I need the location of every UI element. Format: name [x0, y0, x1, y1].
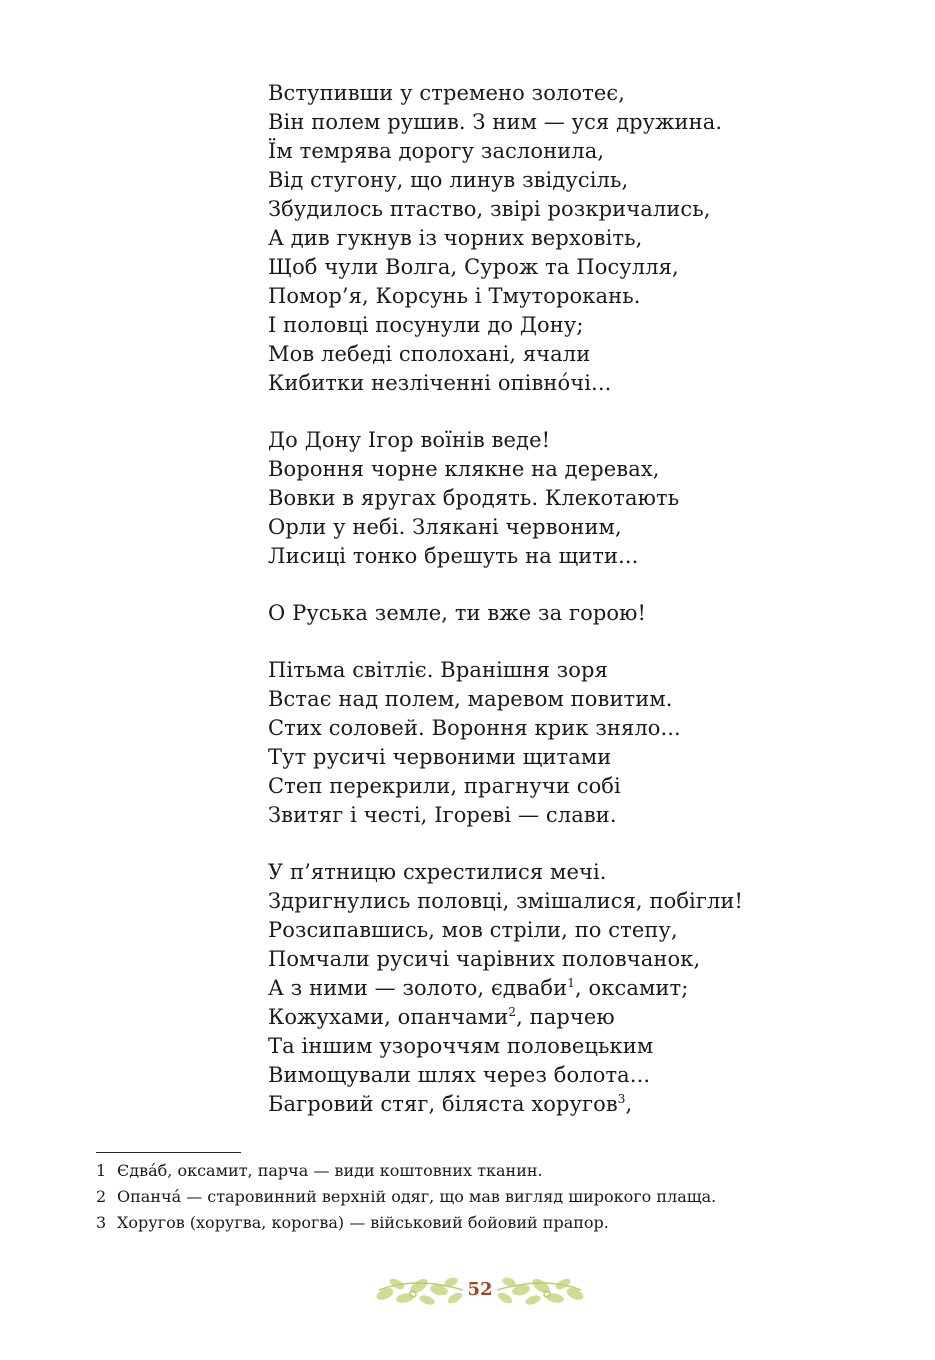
poem-line: Лисиці тонко брешуть на щити... [268, 544, 639, 568]
footnote-3 [96, 1210, 896, 1236]
footnote-2 [96, 1184, 896, 1210]
poem-line: Щоб чули Волга, Сурож та Посулля, [268, 255, 679, 279]
poem-line: Тут русичі червоними щитами [268, 745, 612, 769]
poem-line-footnoted [268, 1090, 888, 1119]
poem-line: Орли у небі. Злякані червоним, [268, 515, 622, 539]
footnote-divider [96, 1152, 241, 1153]
footnote-text: Хоругов (хоругва, корогва) — військовий бойовий прапор. [117, 1213, 609, 1232]
poem-line: Помор’я, Корсунь і Тмуторокань. [268, 284, 641, 308]
poem-line: Вовки в яругах бродять. Клекотають [268, 486, 680, 510]
page-number: 52 [467, 1279, 493, 1300]
footnote-number: 3 [96, 1213, 107, 1232]
poem-line-footnoted [268, 1003, 888, 1032]
footnote-number: 1 [96, 1161, 107, 1180]
poem-line: Вимощували шлях через болота... [268, 1063, 651, 1087]
footnote-text: Опанча́ — старовинний верхній одяг, що мав вигляд широкого плаща. [117, 1187, 717, 1206]
poem-line: Пітьма світліє. Вранішня зоря [268, 658, 608, 682]
poem-line: Встає над полем, маревом повитим. [268, 687, 673, 711]
stanza-5 [268, 858, 888, 1119]
poem-line: Від стугону, що линув звідусіль, [268, 168, 629, 192]
poem-line: Вороння чорне клякне на деревах, [268, 457, 660, 481]
stanza-1 [268, 79, 888, 398]
footnote-text: Єдва́б, оксамит, парча — види коштовних тканин. [117, 1161, 543, 1180]
poem-line: І половці посунули до Дону; [268, 313, 584, 337]
page-number-ornament [375, 1270, 585, 1310]
poem-line-text: Багровий стяг, біляста хоругов [268, 1092, 618, 1116]
footnote-ref[interactable]: 1 [567, 976, 575, 990]
poem-line: У п’ятницю схрестилися мечі. [268, 860, 607, 884]
poem-line: А див гукнув із чорних верховіть, [268, 226, 643, 250]
poem-line: До Дону Ігор воїнів веде! [268, 428, 551, 452]
poem-line-text: А з ними — золото, єдваби [268, 976, 568, 1000]
poem-line-text: , оксамит; [575, 976, 689, 1000]
footnote-ref[interactable]: 3 [617, 1092, 626, 1106]
poem-line: Збудилось птаство, звірі розкричались, [268, 197, 711, 221]
footnotes [96, 1158, 896, 1236]
poem-line-text: Кожухами, опанчами [268, 1005, 509, 1029]
stanza-4 [268, 656, 888, 830]
poem-line-text: , [625, 1092, 633, 1116]
poem-line: Звитяг і честі, Ігореві — слави. [268, 803, 617, 827]
poem-line: Мов лебеді сполохані, ячали [268, 342, 591, 366]
poem [268, 79, 888, 1147]
stanza-3 [268, 599, 888, 628]
poem-line-footnoted [268, 974, 888, 1003]
poem-line: Та іншим узороччям половецьким [268, 1034, 654, 1058]
poem-line-text: , парчею [516, 1005, 615, 1029]
footnote-1 [96, 1158, 896, 1184]
poem-line: Стих соловей. Вороння крик зняло... [268, 716, 681, 740]
poem-line: Здригнулись половці, змішалися, побігли! [268, 889, 744, 913]
footnote-number: 2 [96, 1187, 107, 1206]
stanza-2 [268, 426, 888, 571]
poem-line: Помчали русичі чарівних половчанок, [268, 947, 701, 971]
poem-line: Кибитки незліченні опівно́чі... [268, 371, 612, 395]
poem-line: Він полем рушив. З ним — уся дружина. [268, 110, 723, 134]
poem-line: Степ перекрили, прагнучи собі [268, 774, 621, 798]
poem-line: Вступивши у стремено золотеє, [268, 81, 625, 105]
poem-line: О Руська земле, ти вже за горою! [268, 601, 647, 625]
footnote-ref[interactable]: 2 [508, 1005, 517, 1019]
poem-line: Розсипавшись, мов стріли, по степу, [268, 918, 678, 942]
poem-line: Їм темрява дорогу заслонила, [268, 139, 605, 163]
